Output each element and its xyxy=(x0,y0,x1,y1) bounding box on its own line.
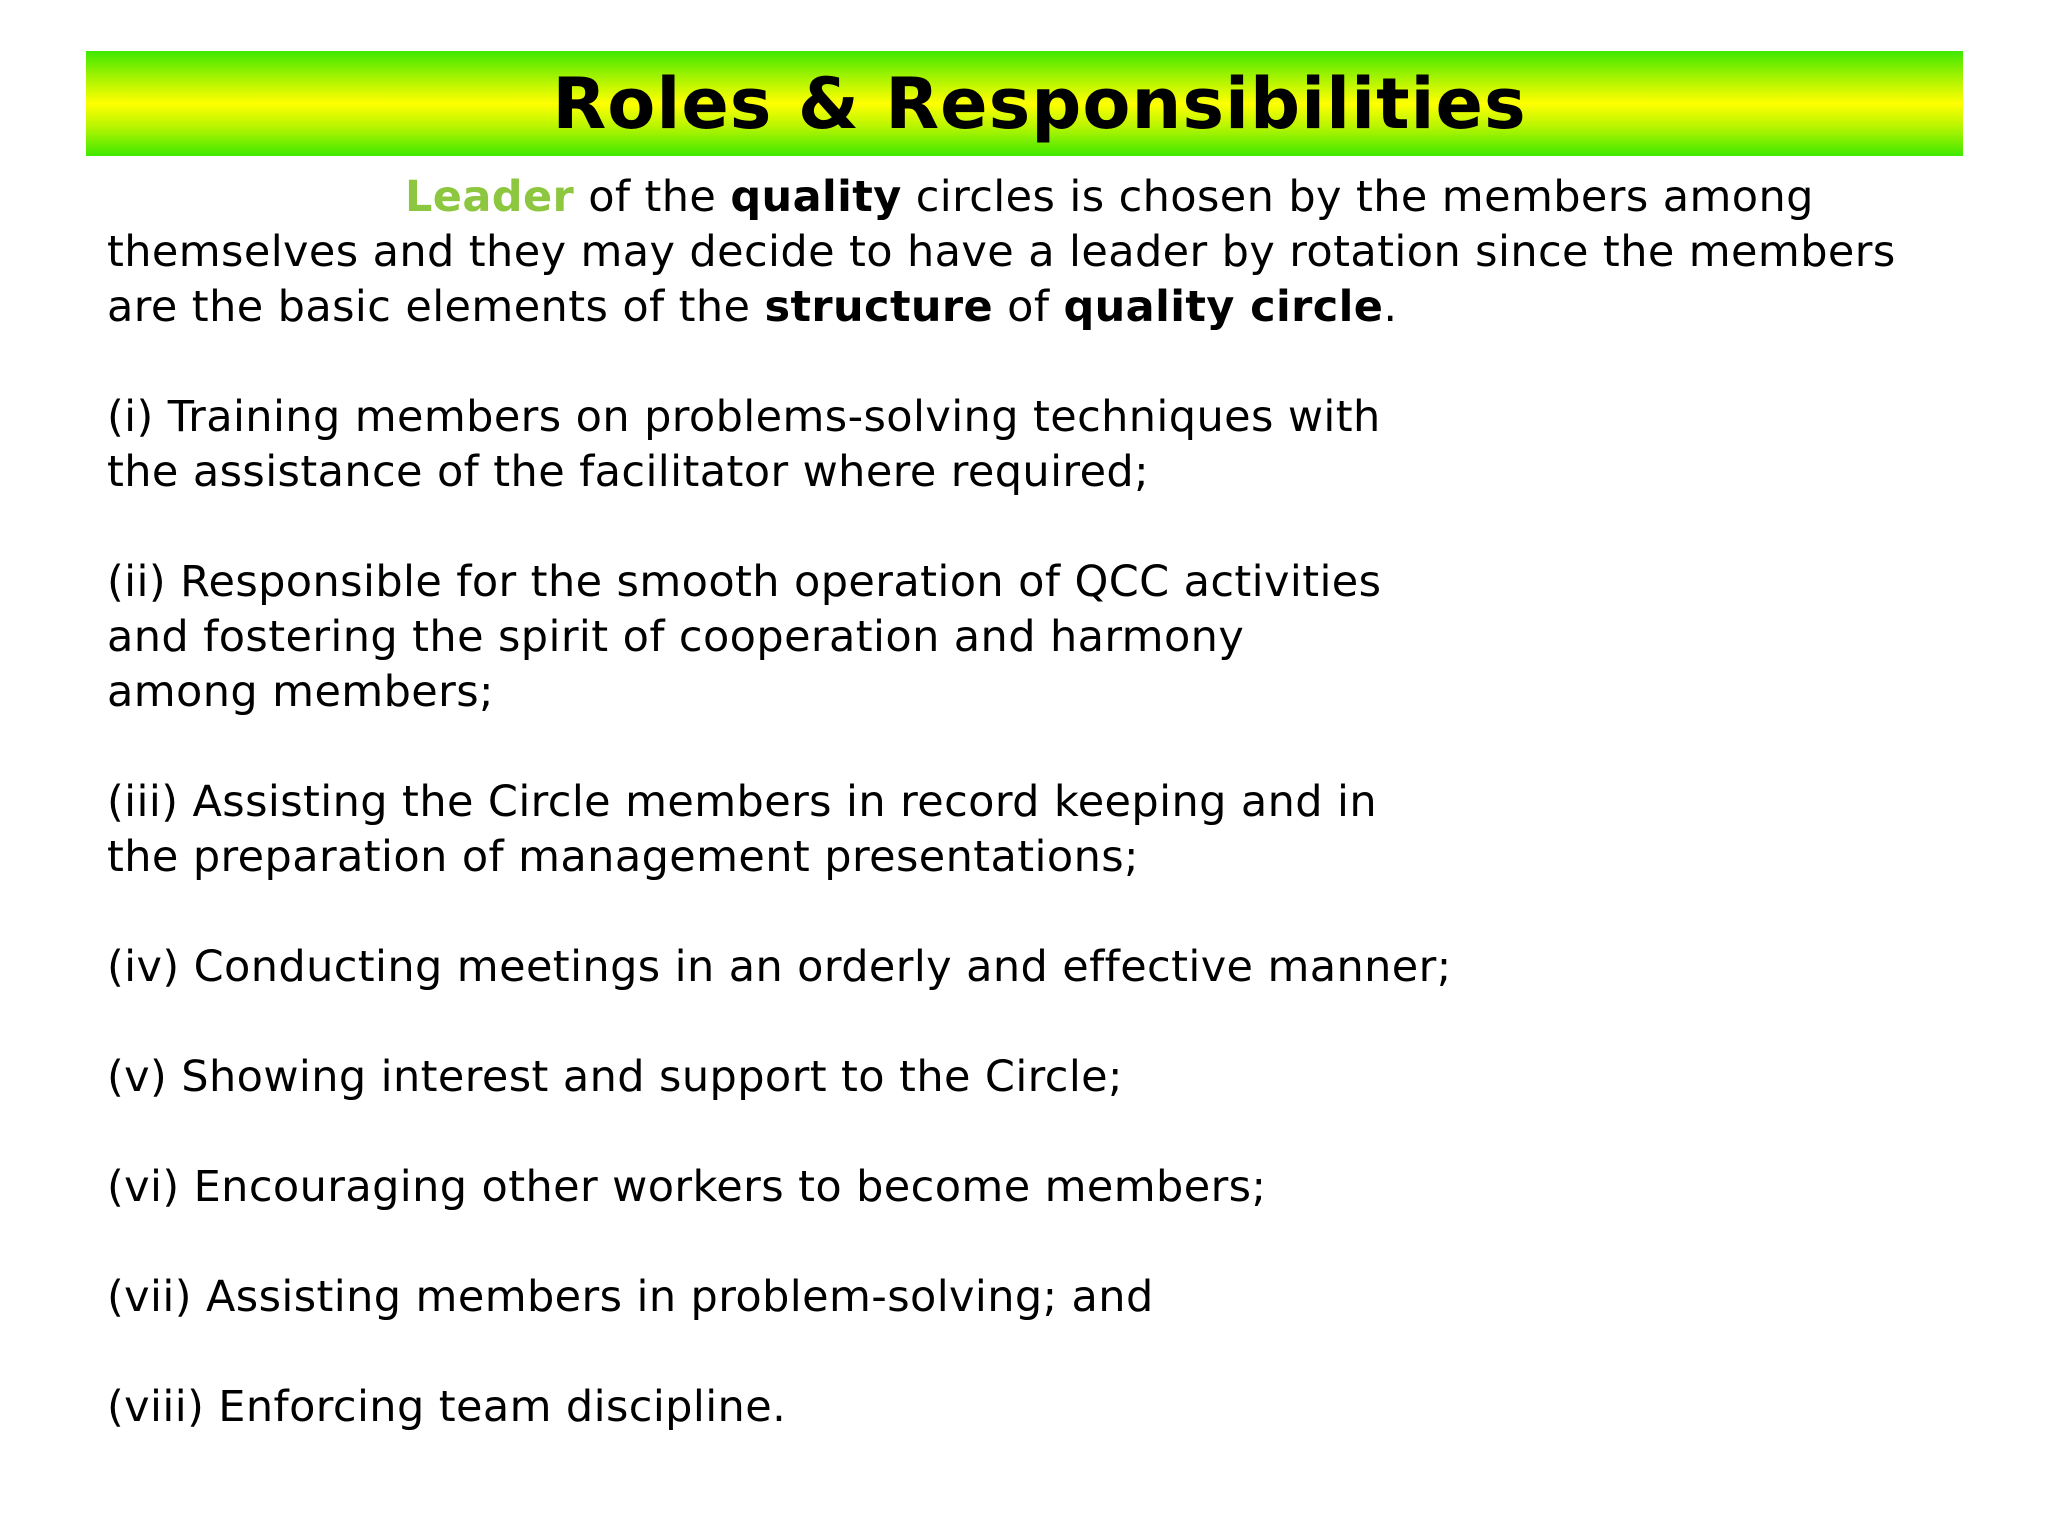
list-item-line: the assistance of the facilitator where required; xyxy=(107,447,1150,497)
intro-text-4: . xyxy=(1383,282,1398,332)
list-item-line: (i) Training members on problems-solving techniques with xyxy=(107,392,1381,442)
list-item xyxy=(107,1380,1927,1435)
list-item-line: (iii) Assisting the Circle members in record keeping and in xyxy=(107,777,1378,827)
list-item xyxy=(107,1160,1927,1215)
list-item xyxy=(107,555,1927,720)
list-item-line: (vii) Assisting members in problem-solving; and xyxy=(107,1272,1154,1322)
list-item xyxy=(107,940,1927,995)
list-item-line: (v) Showing interest and support to the Circle; xyxy=(107,1052,1123,1102)
intro-text-1: of the xyxy=(574,172,731,222)
list-item-line: (vi) Encouraging other workers to become members; xyxy=(107,1162,1267,1212)
structure-term: structure xyxy=(764,282,994,332)
list-item-line: (iv) Conducting meetings in an orderly and effective manner; xyxy=(107,942,1452,992)
slide-body xyxy=(107,170,1927,1435)
list-item xyxy=(107,1050,1927,1105)
list-item-line: and fostering the spirit of cooperation and harmony xyxy=(107,612,1245,662)
list-item-line: the preparation of management presentations; xyxy=(107,832,1139,882)
list-item xyxy=(107,1270,1927,1325)
list-item-line: (ii) Responsible for the smooth operation of QCC activities xyxy=(107,557,1382,607)
list-item xyxy=(107,775,1927,885)
list-item-line: (viii) Enforcing team discipline. xyxy=(107,1382,787,1432)
list-item xyxy=(107,390,1927,500)
intro-paragraph xyxy=(107,170,1927,335)
quality-term: quality xyxy=(730,172,902,222)
title-banner xyxy=(86,51,1963,156)
slide-title: Roles & Responsibilities xyxy=(552,62,1527,145)
list-item-line: among members; xyxy=(107,667,494,717)
intro-text-3: of xyxy=(993,282,1064,332)
intro-text-2: circles is chosen by the members among themselves and they may decide to have a leader by rotation since the members are the basic elements of the xyxy=(107,172,1896,332)
quality-circle-term: quality circle xyxy=(1063,282,1384,332)
leader-term: Leader xyxy=(405,172,575,222)
